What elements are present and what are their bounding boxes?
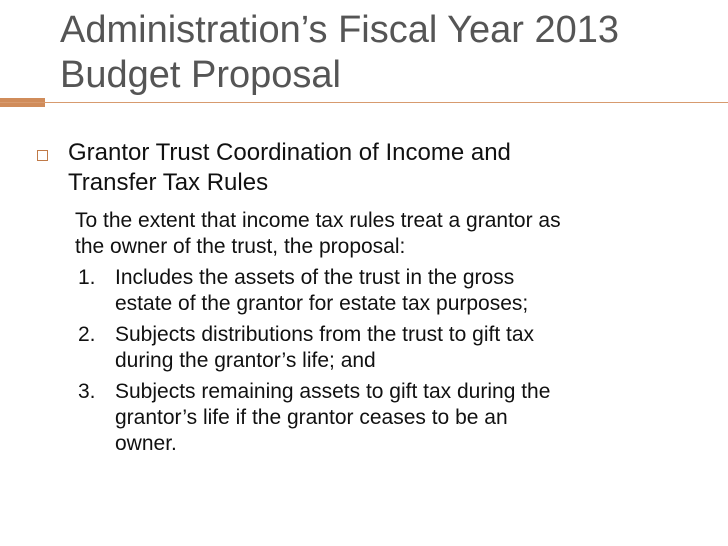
main-bullet-line-1: Grantor Trust Coordination of Income and (68, 139, 511, 166)
title-divider-line (0, 102, 728, 103)
list-item (75, 322, 715, 374)
intro-line-2: the owner of the trust, the proposal: (75, 235, 406, 258)
body-content (75, 208, 715, 462)
list-item-line: estate of the grantor for estate tax purposes; (115, 292, 529, 315)
list-item-line: Subjects remaining assets to gift tax during the (115, 380, 551, 403)
list-item-line: Includes the assets of the trust in the gross (115, 266, 515, 289)
list-item-line: Subjects distributions from the trust to gift tax (115, 323, 535, 346)
list-item-line: owner. (115, 432, 177, 455)
list-item-line: grantor’s life if the grantor ceases to be an (115, 406, 508, 429)
square-bullet-icon (37, 150, 48, 161)
list-item-number: 3. (78, 380, 96, 403)
main-bullet-heading (68, 138, 708, 198)
intro-paragraph (75, 208, 715, 260)
proposal-list (75, 265, 715, 457)
list-item-number: 1. (78, 266, 96, 289)
list-item (75, 379, 715, 457)
slide-title (60, 8, 720, 98)
list-item-number: 2. (78, 323, 96, 346)
intro-line-1: To the extent that income tax rules treat a grantor as (75, 209, 561, 232)
list-item-line: during the grantor’s life; and (115, 349, 376, 372)
list-item (75, 265, 715, 317)
slide-title-line-1: Administration’s Fiscal Year 2013 (60, 9, 620, 51)
slide-title-line-2: Budget Proposal (60, 54, 341, 96)
main-bullet-line-2: Transfer Tax Rules (68, 169, 269, 196)
